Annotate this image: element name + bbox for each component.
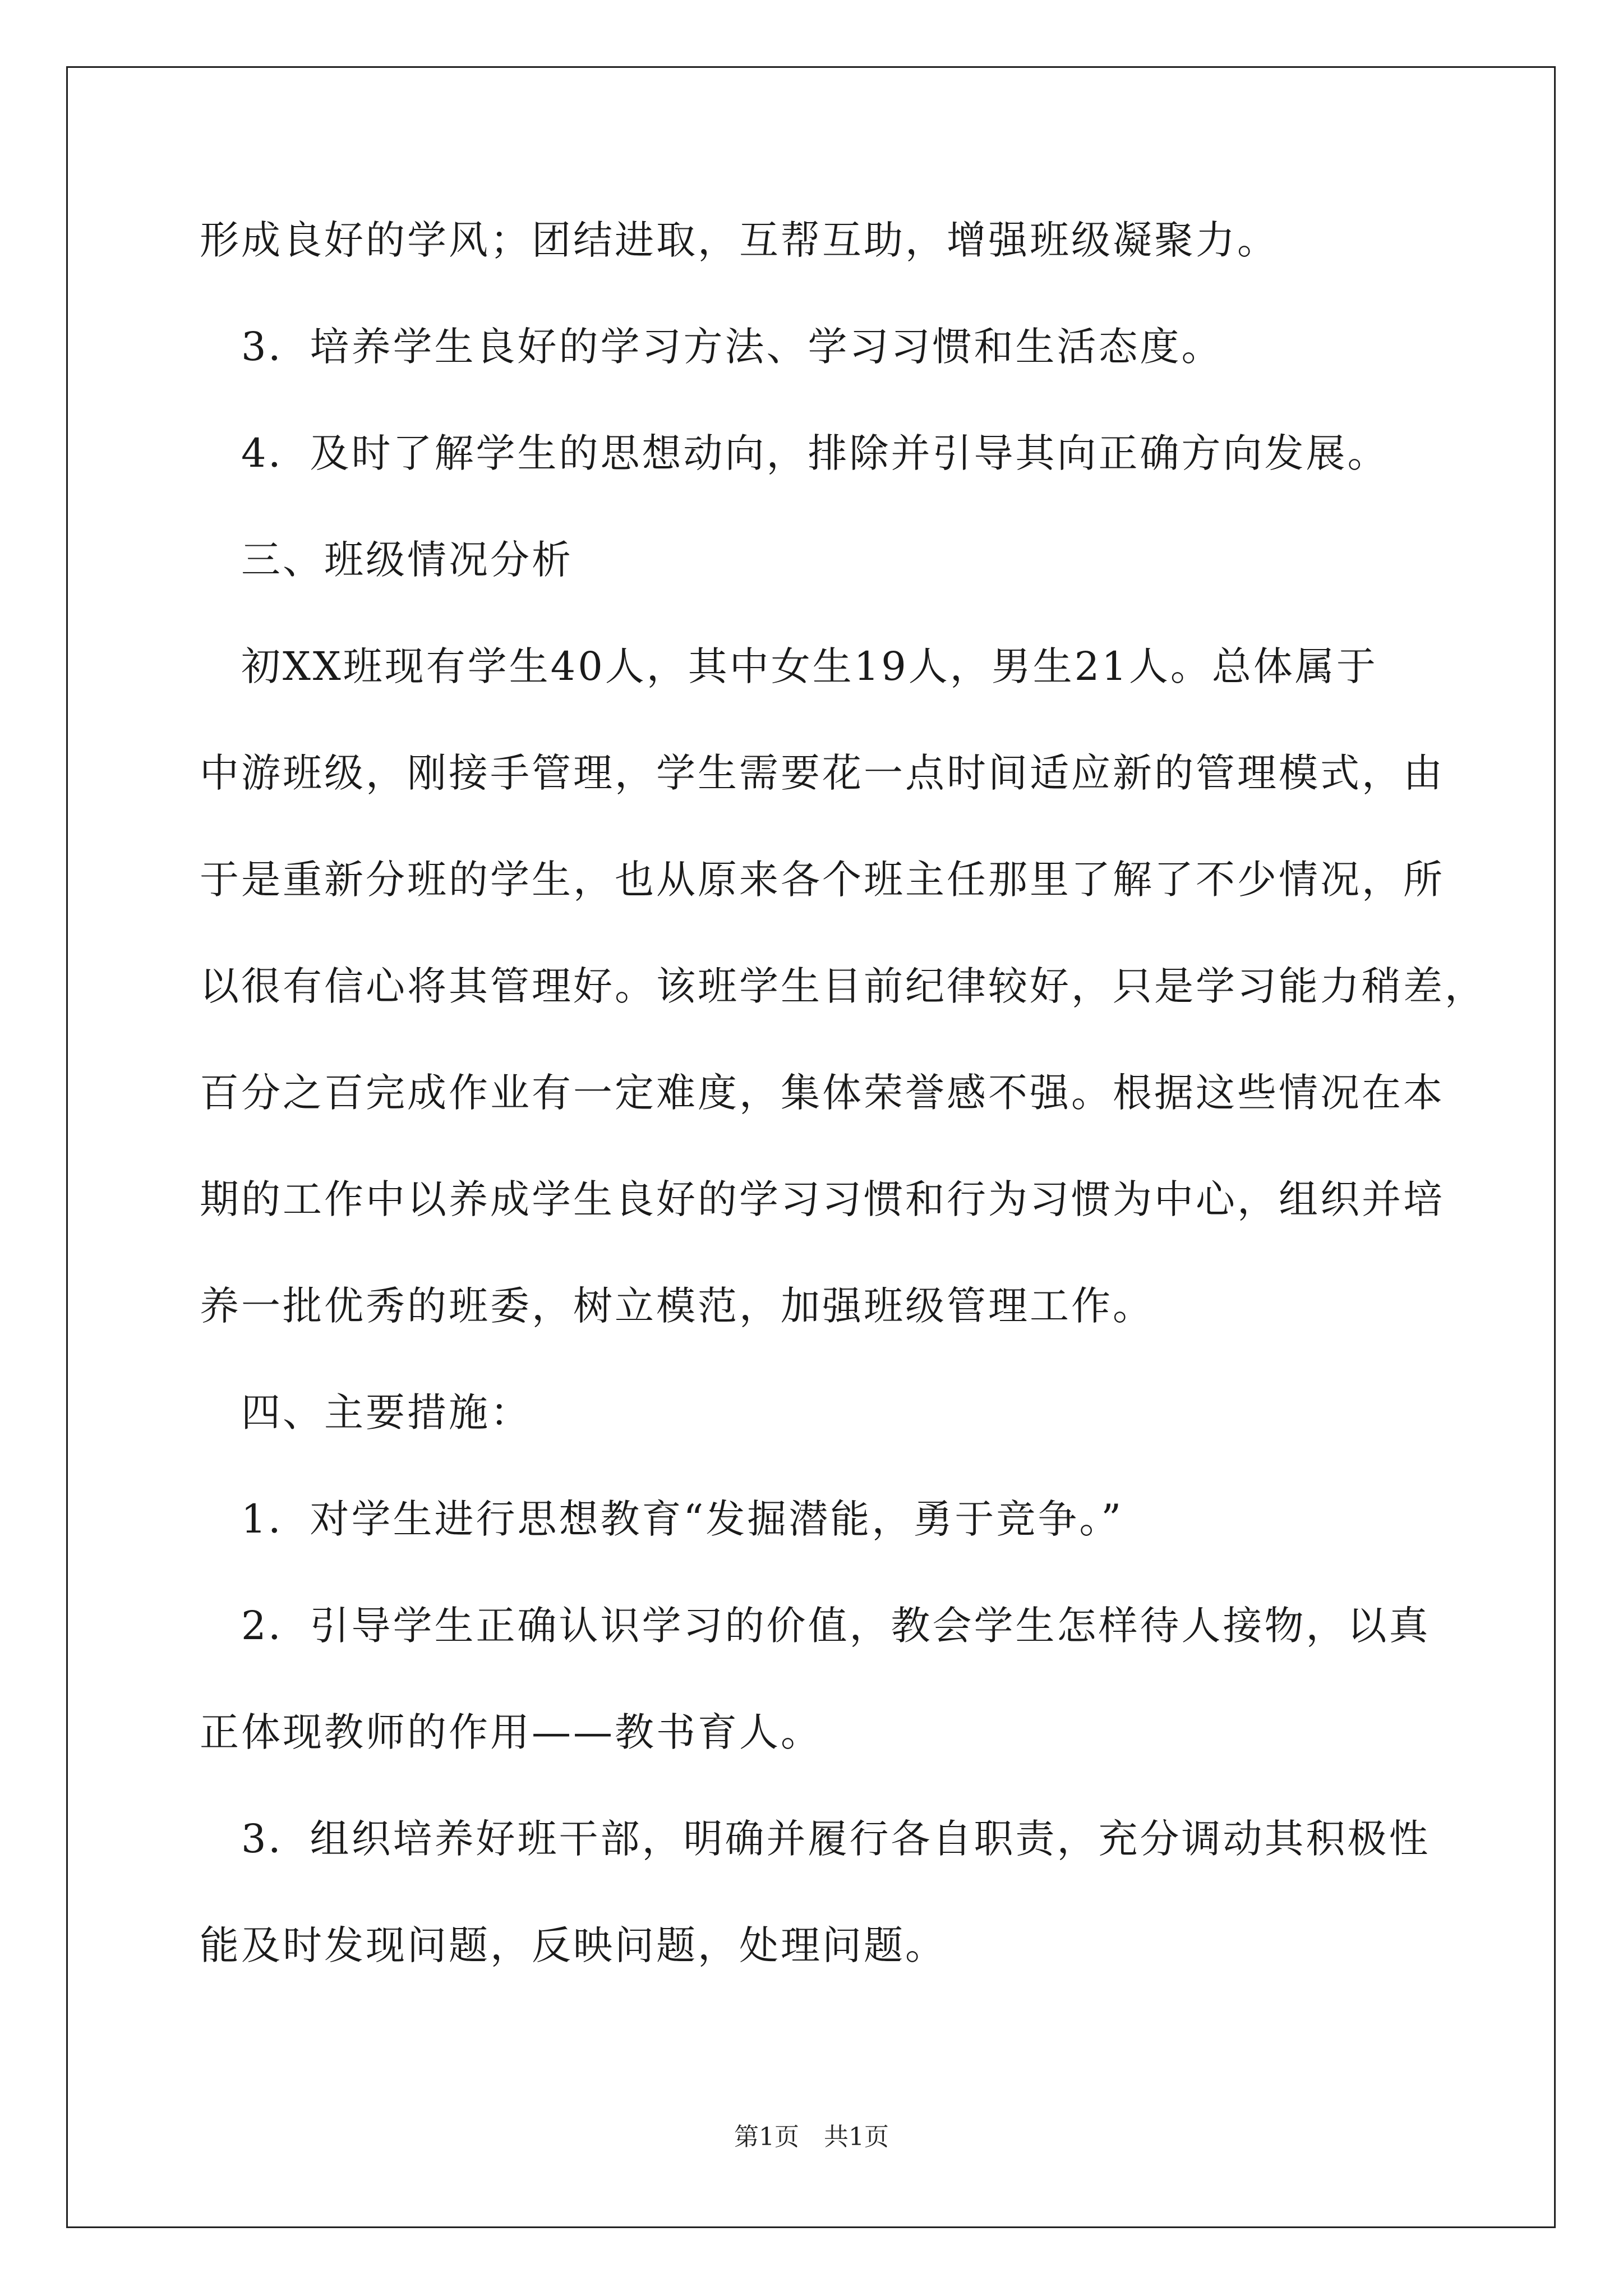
- text-line: 3．培养学生良好的学习方法、学习习惯和生活态度。: [200, 324, 1223, 370]
- text-line: 1．对学生进行思想教育“发掘潜能，勇于竞争。”: [200, 1496, 1124, 1542]
- text-line: 形成良好的学风；团结进取，互帮互助，增强班级凝聚力。: [200, 217, 1279, 263]
- text-line: 初XX班现有学生40人，其中女生19人，男生21人。总体属于: [200, 643, 1378, 689]
- text-line: 养一批优秀的班委，树立模范，加强班级管理工作。: [200, 1283, 1154, 1329]
- text-line: 3．组织培养好班干部，明确并履行各自职责，充分调动其积极性: [200, 1816, 1431, 1862]
- text-line: 期的工作中以养成学生良好的学习习惯和行为习惯为中心，组织并培: [200, 1176, 1445, 1222]
- section-heading: 三、班级情况分析: [200, 537, 573, 583]
- text-line: 2．引导学生正确认识学习的价值，教会学生怎样待人接物，以真: [200, 1603, 1431, 1649]
- text-line: 于是重新分班的学生，也从原来各个班主任那里了解了不少情况，所: [200, 857, 1445, 903]
- text-line: 能及时发现问题，反映问题，处理问题。: [200, 1922, 947, 1968]
- text-line: 中游班级，刚接手管理，学生需要花一点时间适应新的管理模式，由: [200, 750, 1445, 796]
- text-line: 正体现教师的作用——教书育人。: [200, 1709, 822, 1755]
- text-line: 百分之百完成作业有一定难度，集体荣誉感不强。根据这些情况在本: [200, 1070, 1445, 1116]
- page-number-footer: 第1页 共1页: [734, 2123, 889, 2151]
- text-line: 以很有信心将其管理好。该班学生目前纪律较好，只是学习能力稍差，: [200, 963, 1486, 1009]
- text-line: 4．及时了解学生的思想动向，排除并引导其向正确方向发展。: [200, 430, 1389, 476]
- page-border: [66, 66, 1556, 2228]
- section-heading: 四、主要措施：: [200, 1389, 532, 1435]
